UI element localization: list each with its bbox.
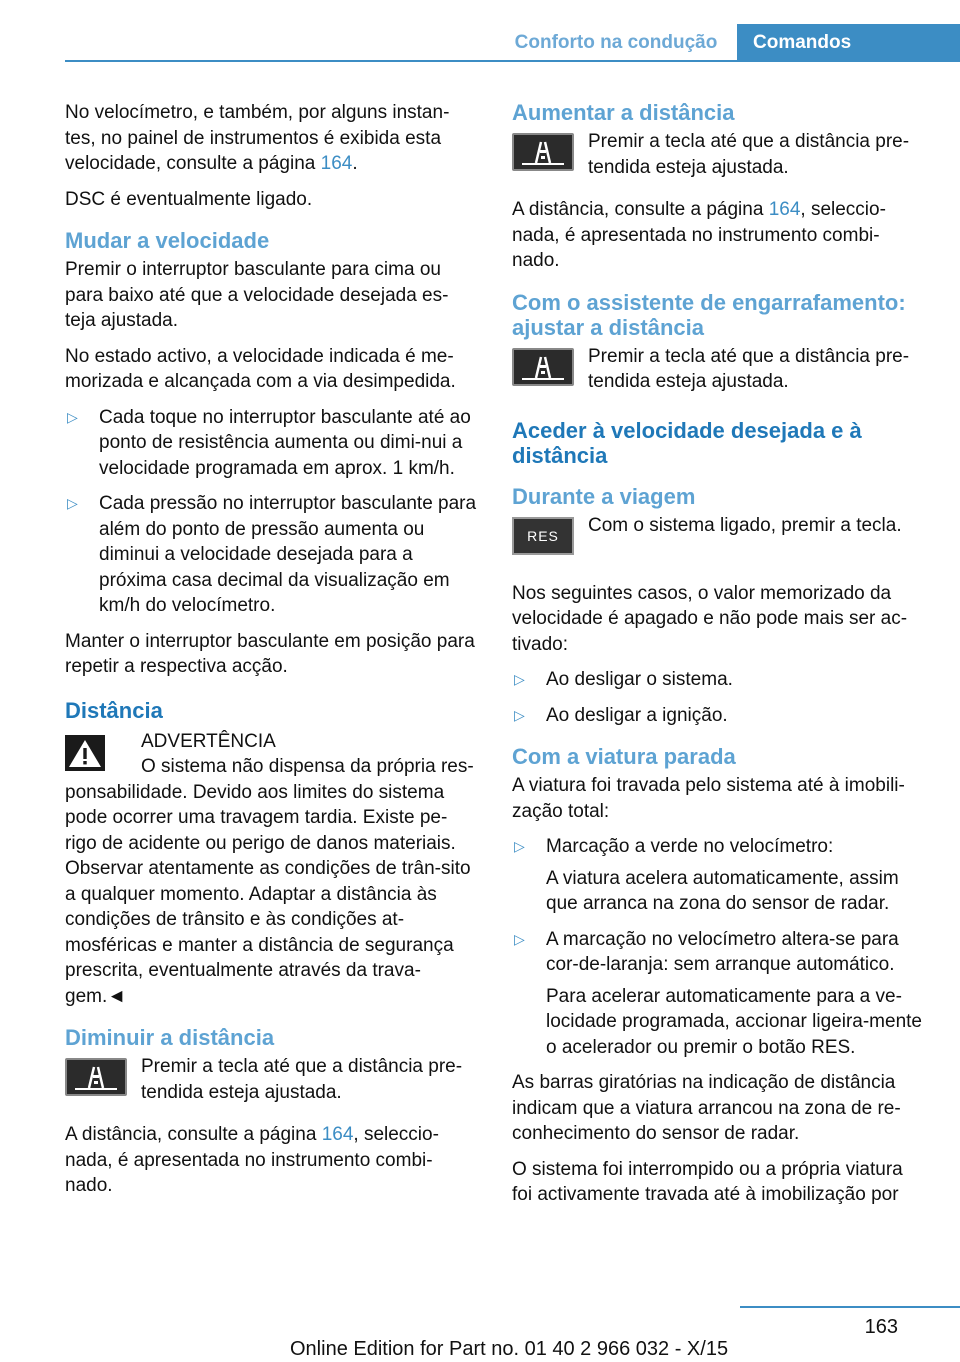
heading-assistente-engarrafamento: Com o assistente de engarrafamento: ajustar a distância bbox=[512, 289, 906, 340]
list-item-text: A marcação no velocímetro altera-se para cor-de-laranja: sem arranque automático. bbox=[546, 928, 899, 975]
paragraph: DSC é eventualmente ligado. bbox=[65, 188, 313, 210]
list-item bbox=[512, 927, 924, 1061]
warning-title: ADVERTÊNCIA bbox=[141, 730, 276, 752]
paragraph: Nos seguintes casos, o valor memorizado da velocidade é apagado e não pode mais ser ac‐tivado: bbox=[512, 582, 908, 655]
warning-icon bbox=[65, 735, 105, 771]
warning-text: O sistema não dispensa da própria res‐ponsabilidade. Devido aos limites do sistema pode ocorrer uma travagem tardia. Existe pe‐rigo de acidente ou perigo de danos materiais. Observar atentamente as condições de trân‐sito a qualquer momento. Adaptar a distância às condições de trânsito e às condições at‐mosféricas e manter a distância de segurança prescrita, eventualmente através da trava‐gem.◄ bbox=[65, 756, 474, 1007]
text: A distância, consulte a página bbox=[65, 1124, 322, 1145]
button-instruction bbox=[512, 344, 924, 400]
heading-mudar-velocidade: Mudar a velocidade bbox=[65, 228, 270, 253]
paragraph: Manter o interruptor basculante em posição para repetir a respectiva acção. bbox=[65, 630, 475, 677]
text: , seleccio‐nada, é apresentada no instrumento combi‐nado. bbox=[65, 1124, 439, 1196]
button-instruction bbox=[65, 1054, 477, 1110]
heading-viatura-parada: Com a viatura parada bbox=[512, 744, 736, 769]
text: A distância, consulte a página bbox=[512, 199, 769, 220]
bullet-triangle-icon: ▷ bbox=[67, 495, 78, 511]
header-section-title: Conforto na condução bbox=[514, 32, 718, 53]
page-link[interactable]: 164 bbox=[320, 153, 353, 174]
paragraph: Premir o interruptor basculante para cima ou para baixo até que a velocidade desejada es‐teja ajustada. bbox=[65, 259, 449, 331]
button-instruction-text: Premir a tecla até que a distância pre‐tendida esteja ajustada. bbox=[588, 345, 910, 392]
bullet-triangle-icon: ▷ bbox=[514, 706, 525, 723]
bullet-triangle-icon: ▷ bbox=[514, 838, 525, 854]
distance-button-icon bbox=[512, 348, 574, 386]
heading-durante-viagem: Durante a viagem bbox=[512, 483, 696, 509]
distance-button-icon bbox=[512, 133, 574, 171]
list-item bbox=[512, 834, 924, 917]
list-item-text: Cada pressão no interruptor basculante para além do ponto de pressão aumenta ou diminui a velocidade desejada para a próxima casa decimal da visualização em km/h do velocímetro. bbox=[99, 493, 477, 616]
list-item-subtext: A viatura acelera automaticamente, assim que arranca na zona do sensor de radar. bbox=[546, 867, 899, 914]
left-column bbox=[65, 100, 477, 1209]
paragraph: A viatura foi travada pelo sistema até à imobili‐zação total: bbox=[512, 775, 905, 822]
paragraph bbox=[512, 197, 924, 274]
button-instruction-text: Premir a tecla até que a distância pre‐tendida esteja ajustada. bbox=[141, 1056, 463, 1103]
header-rule bbox=[65, 60, 960, 62]
button-instruction bbox=[512, 513, 924, 569]
page-link[interactable]: 164 bbox=[321, 1124, 354, 1145]
list-item bbox=[512, 667, 924, 693]
distance-button-icon bbox=[65, 1058, 127, 1096]
heading-aceder-velocidade: Aceder à velocidade desejada e à distância bbox=[512, 417, 862, 468]
list-item-text: Ao desligar a ignição. bbox=[546, 704, 728, 726]
page-number: 163 bbox=[864, 1316, 898, 1338]
list-item-text: Cada toque no interruptor basculante até ao ponto de resistência aumenta ou dimi‐nui a velocidade programada em aprox. 1 km/h. bbox=[99, 406, 471, 479]
button-instruction-text: Premir a tecla até que a distância pre‐tendida esteja ajustada. bbox=[588, 131, 910, 178]
button-instruction-text: Com o sistema ligado, premir a tecla. bbox=[588, 514, 902, 536]
res-button-icon: RES bbox=[512, 517, 574, 555]
bullet-triangle-icon: ▷ bbox=[67, 408, 78, 425]
list-item-text: Ao desligar o sistema. bbox=[546, 669, 733, 690]
footer-rule bbox=[740, 1306, 960, 1308]
bullet-triangle-icon: ▷ bbox=[514, 930, 525, 947]
online-edition-note: Online Edition for Part no. 01 40 2 966 032 - X/15 bbox=[290, 1338, 729, 1360]
list-item bbox=[512, 703, 924, 729]
right-column bbox=[512, 100, 924, 1218]
header-tab-comandos: Comandos bbox=[737, 24, 960, 60]
list-item-text: Marcação a verde no velocímetro: bbox=[546, 836, 834, 857]
bullet-triangle-icon: ▷ bbox=[514, 671, 525, 687]
page-link[interactable]: 164 bbox=[768, 199, 801, 220]
text: No velocímetro, e também, por alguns instan‐tes, no painel de instrumentos é exibida esta velocidade, consulte a página bbox=[65, 102, 450, 174]
warning-block bbox=[65, 729, 477, 1010]
text: . bbox=[352, 153, 358, 174]
heading-distancia: Distância bbox=[65, 697, 163, 723]
heading-aumentar-distancia: Aumentar a distância bbox=[512, 100, 735, 125]
list-item-subtext: Para acelerar automaticamente para a ve‐locidade programada, accionar ligeira‐mente o acelerador ou premir o botão RES. bbox=[546, 985, 922, 1058]
paragraph bbox=[65, 100, 477, 177]
paragraph: No estado activo, a velocidade indicada é me‐morizada e alcançada com a via desimpedida. bbox=[65, 345, 456, 392]
text: , seleccio‐nada, é apresentada no instrumento combi‐nado. bbox=[512, 199, 886, 271]
paragraph: As barras giratórias na indicação de distância indicam que a viatura arrancou na zona de re‐conhecimento do sensor de radar. bbox=[512, 1072, 901, 1144]
list-item bbox=[65, 491, 477, 619]
heading-diminuir-distancia: Diminuir a distância bbox=[65, 1025, 275, 1050]
paragraph bbox=[65, 1122, 477, 1199]
paragraph: O sistema foi interrompido ou a própria viatura foi activamente travada até à imobilização por bbox=[512, 1158, 903, 1205]
button-instruction bbox=[512, 129, 924, 185]
list-item bbox=[65, 405, 477, 482]
